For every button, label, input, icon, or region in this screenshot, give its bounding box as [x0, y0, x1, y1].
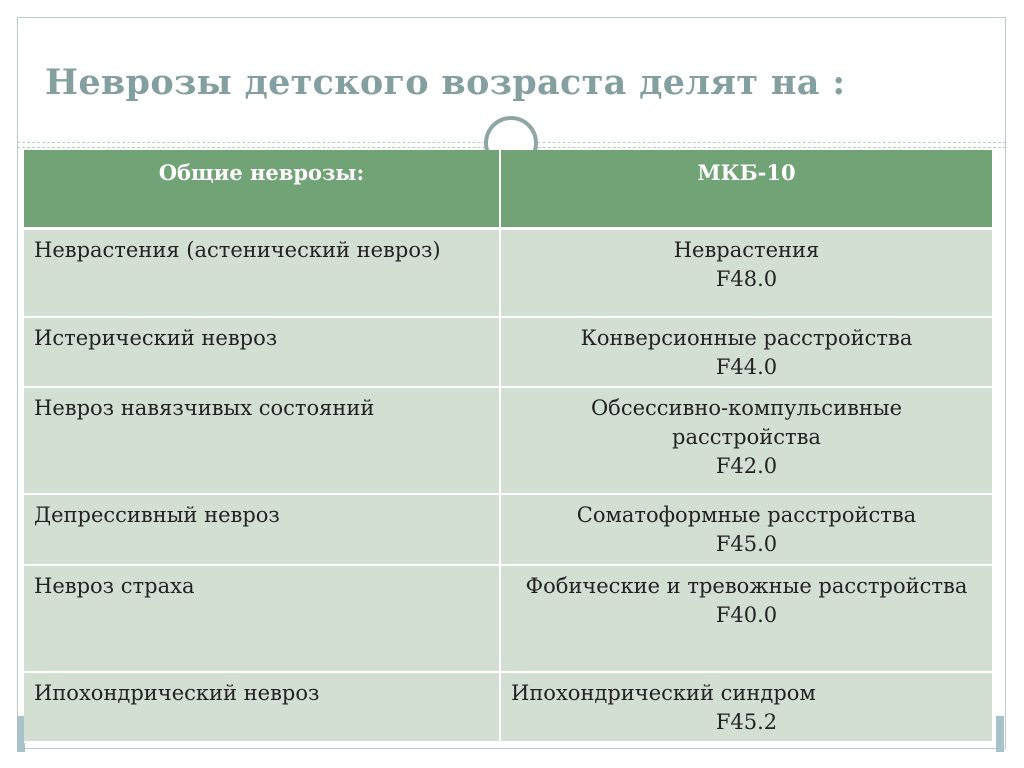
- general-neurosis-cell: Депрессивный невроз: [24, 494, 500, 565]
- icd-code: F45.0: [715, 532, 778, 556]
- general-neurosis-cell: Неврастения (астенический невроз): [24, 228, 500, 317]
- table-row: [24, 672, 992, 742]
- table-row: [24, 494, 992, 565]
- header-general-neuroses: Общие неврозы:: [24, 150, 500, 228]
- header-icd10: МКБ-10: [500, 150, 992, 228]
- icd-label: Ипохондрический синдром: [511, 681, 816, 705]
- neuroses-table: [24, 150, 992, 743]
- icd-cell: [500, 317, 992, 387]
- general-neurosis-cell: Истерический невроз: [24, 317, 500, 387]
- icd-code: F45.2: [715, 710, 778, 734]
- slide-title: Неврозы детского возраста делят на :: [45, 62, 846, 103]
- icd-cell: [500, 672, 992, 742]
- icd-code: F48.0: [715, 266, 778, 291]
- icd-label: Соматоформные расстройства: [576, 503, 917, 527]
- icd-code: F40.0: [715, 603, 778, 627]
- table-row: [24, 317, 992, 387]
- table-row: [24, 228, 992, 317]
- icd-cell: [500, 387, 992, 494]
- icd-label: Обсессивно-компульсивные расстройства: [590, 396, 903, 449]
- table-header-row: [24, 150, 992, 228]
- icd-code: F42.0: [715, 454, 778, 478]
- icd-cell: [500, 228, 992, 317]
- icd-label: Неврастения: [673, 237, 820, 262]
- icd-cell: [500, 494, 992, 565]
- table-row: [24, 387, 992, 494]
- general-neurosis-cell: Невроз страха: [24, 565, 500, 672]
- icd-label: Конверсионные расстройства: [580, 326, 913, 350]
- table-row: [24, 565, 992, 672]
- icd-code: F44.0: [715, 355, 778, 379]
- general-neurosis-cell: Невроз навязчивых состояний: [24, 387, 500, 494]
- icd-label: Фобические и тревожные расстройства: [525, 574, 968, 598]
- general-neurosis-cell: Ипохондрический невроз: [24, 672, 500, 742]
- icd-cell: [500, 565, 992, 672]
- right-accent-bar: [996, 716, 1004, 752]
